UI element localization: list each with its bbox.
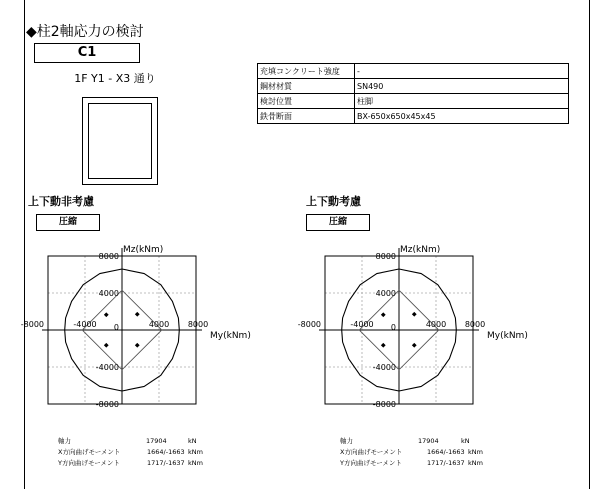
footer-row-my xyxy=(340,458,560,469)
info-value: SN490 xyxy=(355,79,569,94)
footer-row-axial xyxy=(58,436,278,447)
footer-label: 軸力 xyxy=(58,437,71,445)
info-key: 鋼材材質 xyxy=(258,79,355,94)
interaction-chart-vertical xyxy=(277,236,567,416)
footer-unit: kNm xyxy=(188,459,203,467)
y-tick-label: -4000 xyxy=(95,363,119,372)
page-title: ◆柱2軸応力の検討 xyxy=(26,24,144,40)
x-tick-label: -4000 xyxy=(350,320,374,329)
y-tick-label: 4000 xyxy=(98,289,119,298)
y-tick-label: -8000 xyxy=(95,400,119,409)
x-tick-label: 4000 xyxy=(425,320,447,329)
footer-unit: kNm xyxy=(468,459,483,467)
y-tick-label: 8000 xyxy=(375,252,396,261)
panel-heading-no-vertical: 上下動非考慮 xyxy=(28,195,94,208)
steel-section-diagram xyxy=(82,97,158,185)
x-tick-label: -8000 xyxy=(297,320,321,329)
x-tick-label: 4000 xyxy=(148,320,170,329)
footer-row-mx xyxy=(340,447,560,458)
x-tick-label: -4000 xyxy=(73,320,97,329)
footer-unit: kN xyxy=(188,437,197,445)
x-tick-label: 0 xyxy=(390,323,396,332)
footer-value: 1717/-1637 xyxy=(427,459,465,467)
y-tick-label: -4000 xyxy=(372,363,396,372)
x-axis-title: My(kNm) xyxy=(487,331,528,341)
data-point xyxy=(104,312,109,317)
footer-value: 1664/-1663 xyxy=(147,448,185,456)
footer-row-my xyxy=(58,458,278,469)
footer-label: Y方向曲げモーメント xyxy=(58,459,120,467)
x-tick-label: 0 xyxy=(113,323,119,332)
footer-value: 1717/-1637 xyxy=(147,459,185,467)
data-point xyxy=(135,312,140,317)
data-point xyxy=(412,312,417,317)
y-axis-title: Mz(kNm) xyxy=(123,245,164,255)
y-tick-label: 8000 xyxy=(98,252,119,261)
panel-tag-compression: 圧縮 xyxy=(306,214,370,231)
footer-unit: kN xyxy=(461,437,470,445)
info-row xyxy=(258,79,569,94)
footer-unit: kNm xyxy=(188,448,203,456)
panel-heading-vertical: 上下動考慮 xyxy=(306,195,361,208)
data-point xyxy=(381,343,386,348)
footer-value: 17904 xyxy=(418,437,439,445)
x-tick-label: 8000 xyxy=(464,320,486,329)
x-tick-label: -8000 xyxy=(20,320,44,329)
footer-row-mx xyxy=(58,447,278,458)
footer-unit: kNm xyxy=(468,448,483,456)
info-value: - xyxy=(355,64,569,79)
column-location: 1F Y1 - X3 通り xyxy=(74,72,156,85)
section-inner-outline xyxy=(88,103,152,179)
column-label-box: C1 xyxy=(34,43,140,63)
info-row xyxy=(258,64,569,79)
x-tick-label: 8000 xyxy=(187,320,209,329)
member-info-table xyxy=(257,63,569,124)
x-axis-title: My(kNm) xyxy=(210,331,251,341)
interaction-chart-no-vertical xyxy=(0,236,290,416)
footer-label: X方向曲げモーメント xyxy=(58,448,121,456)
footer-label: X方向曲げモーメント xyxy=(340,448,403,456)
info-value: BX-650x650x45x45 xyxy=(355,109,569,124)
info-row xyxy=(258,94,569,109)
panel-footer-no-vertical xyxy=(58,436,278,469)
data-point xyxy=(381,312,386,317)
footer-label: 軸力 xyxy=(340,437,353,445)
footer-row-axial xyxy=(340,436,560,447)
panel-tag-compression: 圧縮 xyxy=(36,214,100,231)
y-tick-label: -8000 xyxy=(372,400,396,409)
y-tick-label: 4000 xyxy=(375,289,396,298)
footer-label: Y方向曲げモーメント xyxy=(340,459,402,467)
panel-footer-vertical xyxy=(340,436,560,469)
info-key: 鉄骨断面 xyxy=(258,109,355,124)
data-point xyxy=(135,343,140,348)
info-key: 充填コンクリート強度 xyxy=(258,64,355,79)
data-point xyxy=(412,343,417,348)
info-row xyxy=(258,109,569,124)
footer-value: 1664/-1663 xyxy=(427,448,465,456)
info-value: 柱脚 xyxy=(355,94,569,109)
y-axis-title: Mz(kNm) xyxy=(400,245,441,255)
info-key: 検討位置 xyxy=(258,94,355,109)
footer-value: 17904 xyxy=(146,437,167,445)
data-point xyxy=(104,343,109,348)
